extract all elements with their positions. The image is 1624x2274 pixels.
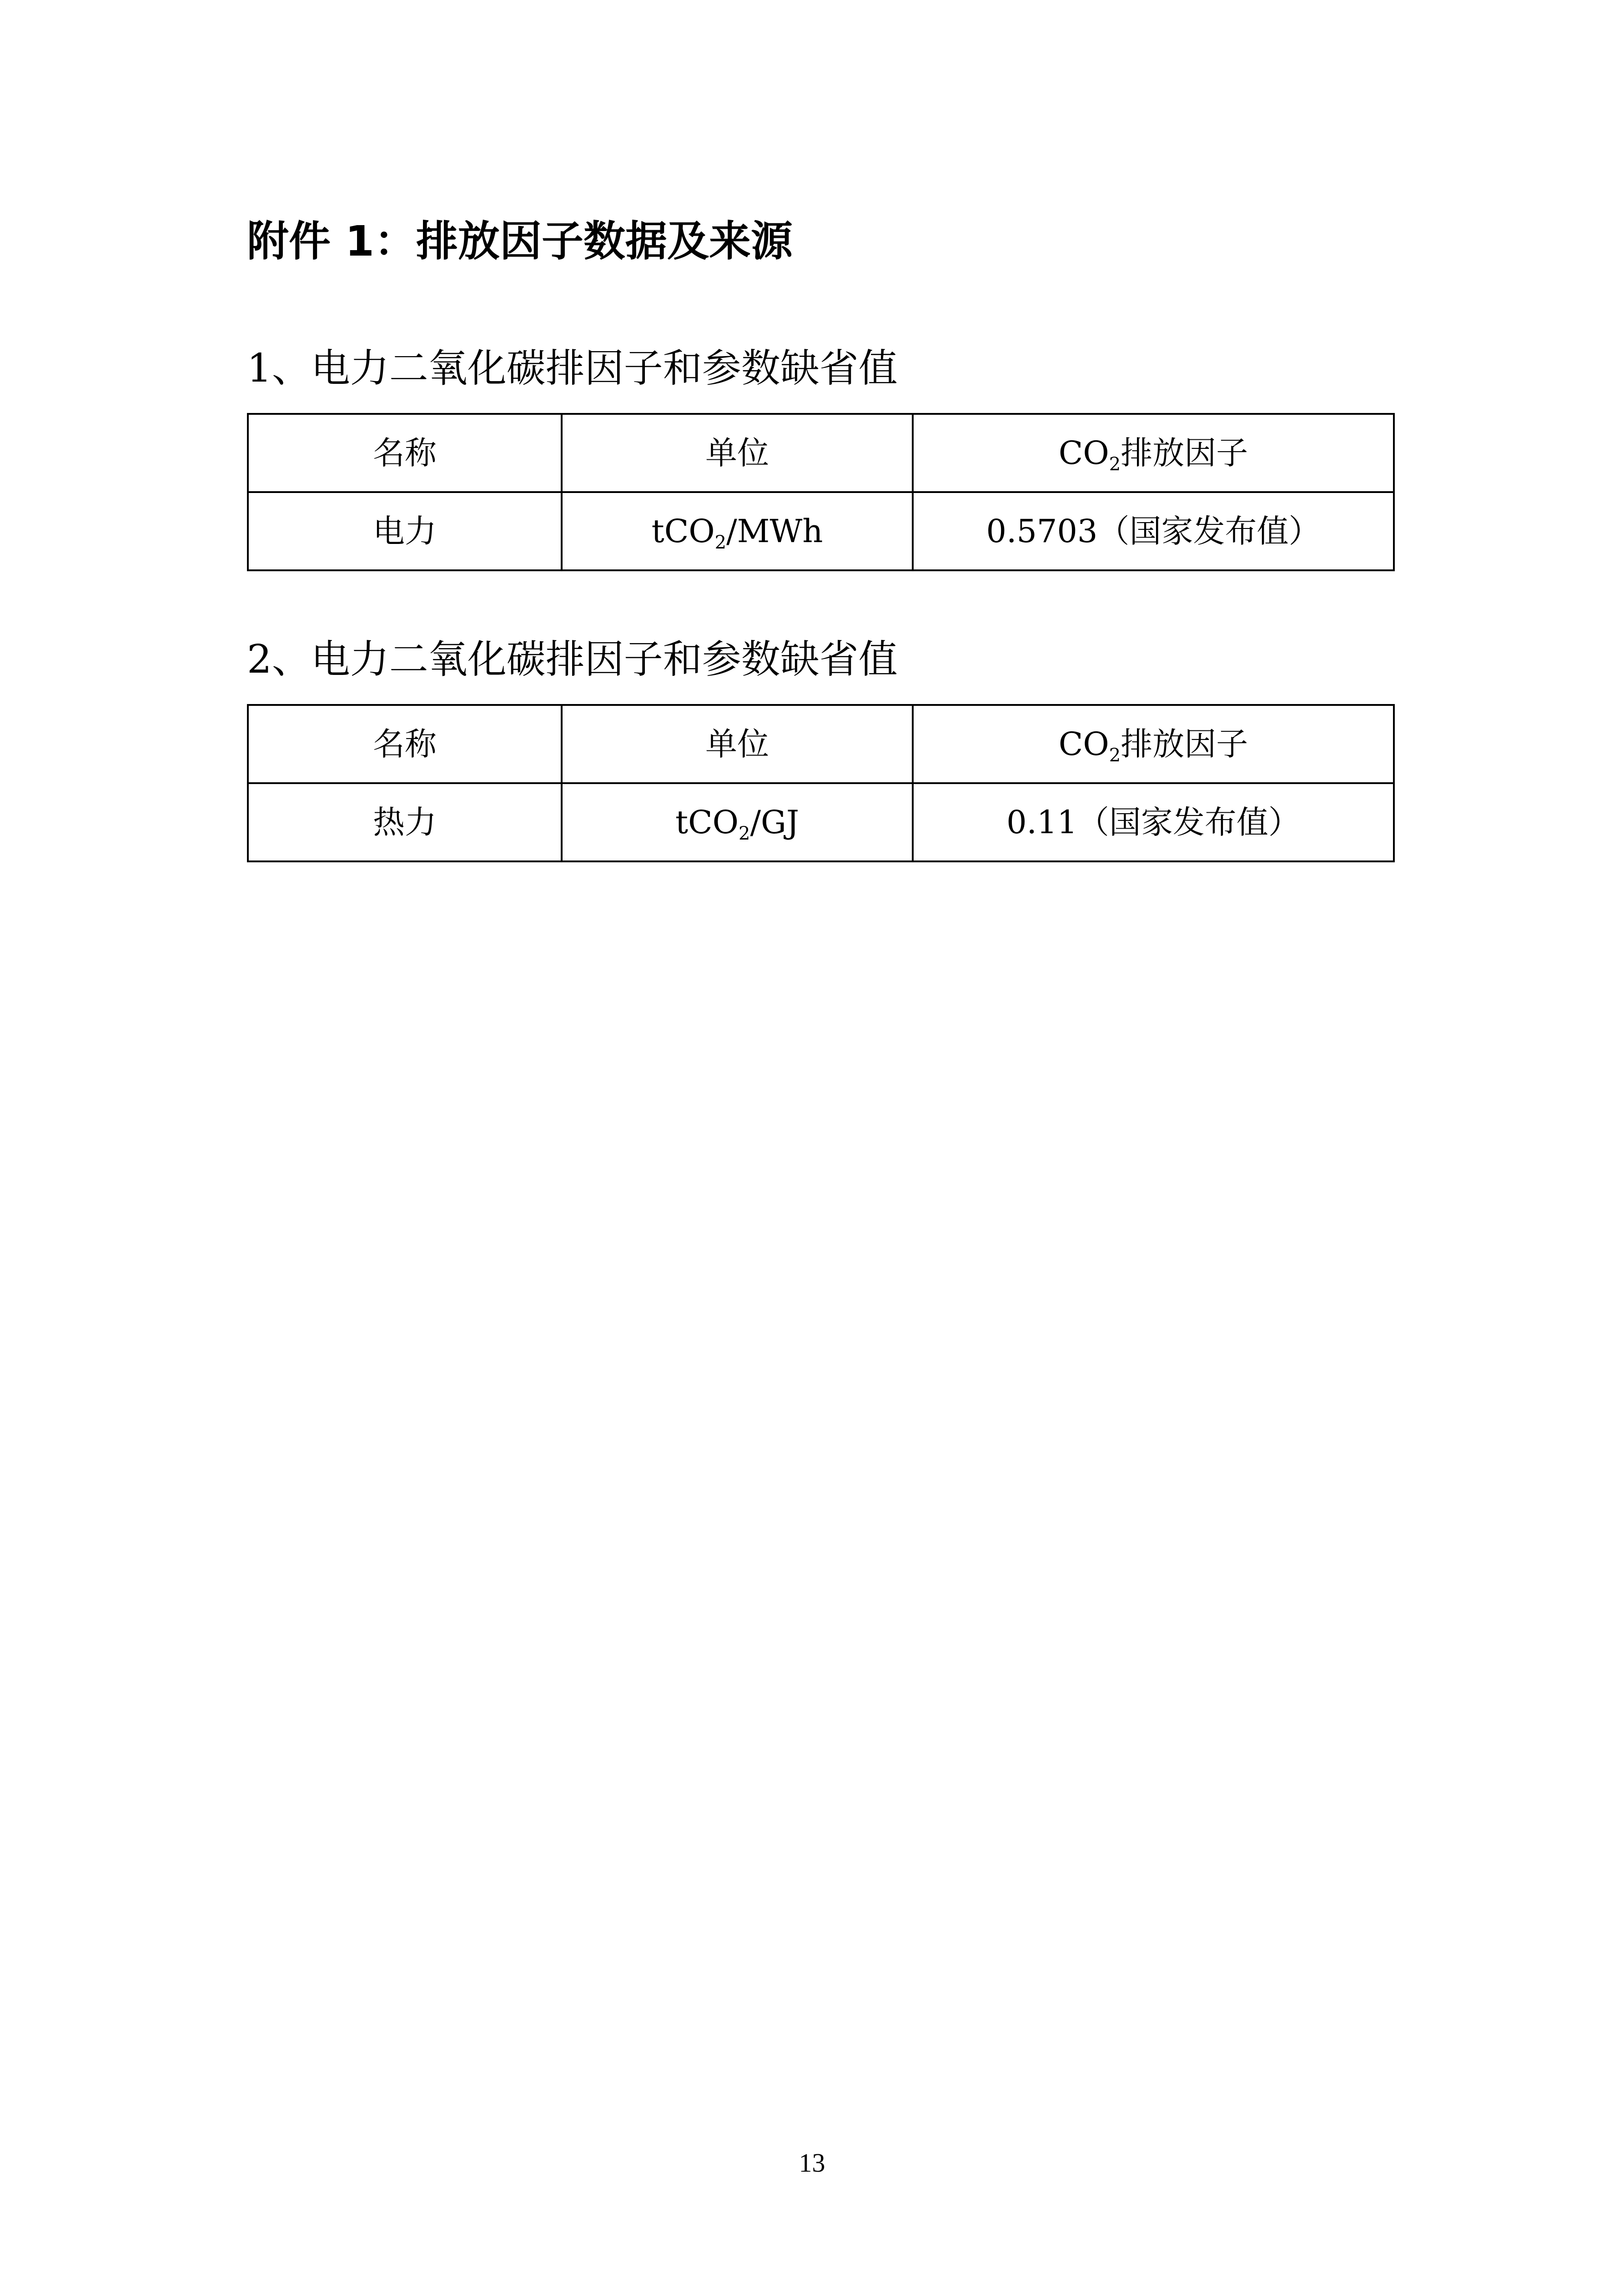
row-value-cell: [913, 492, 1394, 570]
header-unit-cell: [562, 705, 913, 783]
row-unit-subscript: 2: [739, 823, 750, 844]
page-title: 附件 1：排放因子数据及来源: [247, 217, 793, 266]
header-unit-cell: [562, 414, 913, 492]
row-name: 电力: [373, 513, 437, 550]
header-factor-subscript: 2: [1109, 745, 1121, 766]
row-unit-suffix: /GJ: [750, 804, 799, 841]
header-name-cell: [248, 414, 562, 492]
header-name-cell: [248, 705, 562, 783]
header-factor-prefix: CO: [1058, 725, 1109, 763]
table-header-row: [248, 705, 1394, 783]
header-unit: 单位: [705, 434, 769, 472]
emission-factor-table-1: [247, 413, 1395, 571]
table-row: [248, 783, 1394, 861]
emission-factor-table-2: [247, 704, 1395, 862]
row-name: 热力: [373, 804, 437, 841]
header-factor-cell: [913, 705, 1394, 783]
header-unit: 单位: [705, 725, 769, 763]
row-value-cell: [913, 783, 1394, 861]
section-heading-2: 2、电力二氧化碳排因子和参数缺省值: [247, 637, 898, 682]
row-name-cell: [248, 492, 562, 570]
header-name: 名称: [373, 725, 437, 763]
table-row: [248, 492, 1394, 570]
row-unit-prefix: tCO: [675, 804, 739, 841]
row-unit-suffix: /MWh: [726, 513, 823, 550]
header-factor-prefix: CO: [1058, 434, 1109, 472]
section-heading-1: 1、电力二氧化碳排因子和参数缺省值: [247, 346, 898, 391]
header-factor-suffix: 排放因子: [1121, 434, 1248, 472]
row-value: 0.11（国家发布值）: [1006, 804, 1300, 841]
header-factor-suffix: 排放因子: [1121, 725, 1248, 763]
header-factor-cell: [913, 414, 1394, 492]
header-factor-subscript: 2: [1109, 454, 1121, 475]
header-name: 名称: [373, 434, 437, 472]
page-number: 13: [799, 2148, 825, 2178]
table-header-row: [248, 414, 1394, 492]
row-name-cell: [248, 783, 562, 861]
row-unit-prefix: tCO: [651, 513, 715, 550]
row-unit-cell: [562, 783, 913, 861]
row-unit-subscript: 2: [714, 532, 727, 553]
row-unit-cell: [562, 492, 913, 570]
row-value: 0.5703（国家发布值）: [986, 513, 1321, 550]
